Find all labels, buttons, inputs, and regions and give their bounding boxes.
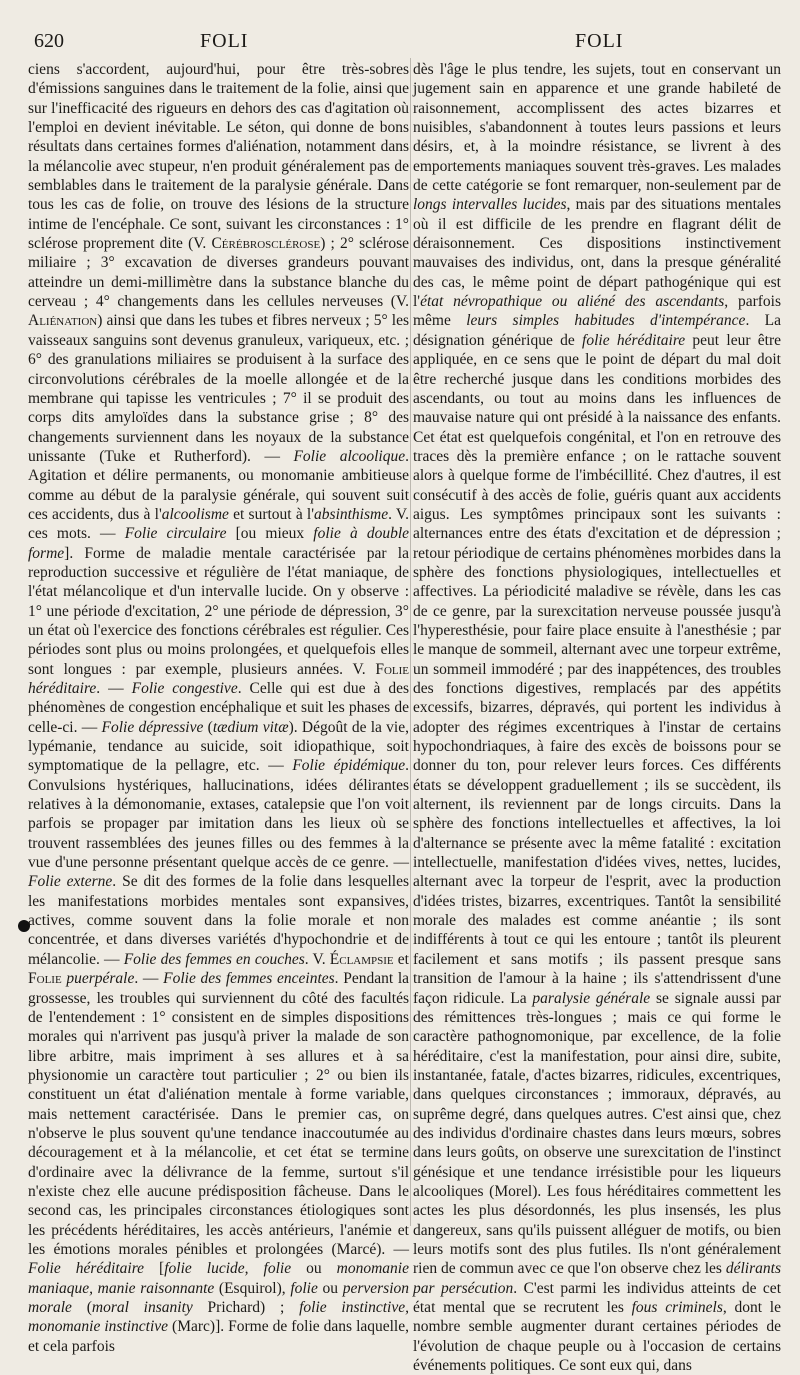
italic-term: Folie dépressive [101, 718, 204, 736]
italic-term: folie lucide, folie [164, 1260, 292, 1278]
cross-reference: Cérébrosclérose [211, 235, 321, 253]
running-head-left: FOLI [200, 30, 249, 52]
text-run: ) ainsi que dans les tubes et fibres nerveux ; 5° les vaisseaux sanguins sont devenus granuleux, variqueux, etc. ; 6° des granulations miliaires se produisent à la surface des circonvolutions cérébrales de la moelle allongée et de la membrane qui tapisse les ventricules ; 7° il se produit des corps dits amyloïdes dans la substance grise ; 8° des changements surviennent dans les noyaux de la substance unissante (Tuke et Rutherford). — [28, 312, 409, 465]
italic-term: moral insanity [91, 1299, 193, 1316]
text-run: , parfois même [413, 293, 781, 330]
italic-term: perversion morale [28, 1279, 409, 1316]
italic-term: monomanie maniaque, manie raisonnante [28, 1260, 409, 1297]
italic-term: folie à double forme [28, 525, 410, 562]
text-run: peut leur être appliquée, en ce sens que le point de départ du mal doit être recherché jusque dans les conditions morbides des ascendants, ou tout au moins dans les influences de mauvaise nature qui ont présidé à la naissance des enfants. Cet état est quelquefois congénital, et l'on en retrouve des traces dès la première enfance ; on le rattache souvent alors à quelque forme de l'imbécillité. Chez d'autres, il est consécutif à des accès de folie, guéris quant aux accidents aigus. Les symptômes principaux sont les suivants : alternances entre des états d'excitation et de dépression ; retour périodique de certains phénomènes morbides dans la sphère des fonctions physiologiques, intellectuelles et affectives. La périodicité maladive se révèle, dans les cas de ce genre, par la surexcitation nerveuse poussée jusqu'à l'hyperesthésie, pour faire place ensuite à l'anesthésie ; par le manque de sommeil, alternant avec une torpeur extrême, un sommeil immodéré ; par des inappétences, des troubles des fonctions digestives, remplacés par des appétits excessifs, bizarres, dépravés, qui portent les individus à adopter des régimes excentriques à l'instar de certains hypochondriaques, à faire des excès de boissons pour se donner du ton, pour relever leurs forces. Ces différents états se développent graduellement ; ils se succèdent, ils alternent, ils reviennent par de longs circuits. Dans la sphère des fonctions intellectuelles et affectives, la loi d'alternance se présente avec la même fatalité : excitation intellectuelle, manifestation d'idées vives, nettes, lucides, alternant avec la torpeur de l'esprit, avec la production d'idées tristes, bizarres, excentriques. Tantôt la sensibilité morale des malades est comme anéantie ; ils sont indifférents à tout ce qui les entoure ; tantôt ils pleurent facilement et sans motifs ; ils passent presque sans transition de l'amour à la haine ; ils s'attendrissent d'une façon ridicule. La [413, 331, 782, 1007]
text-run: ciens s'accordent, aujourd'hui, pour être très-sobres d'émissions sanguines dans le traitement de la folie, ainsi que sur l'inefficacité des rigueurs en dehors des cas d'agitation où l'emploi en devient inévitable. Le séton, qui donne de bons résultats dans certaines formes d'aliénation, notamment dans la mélancolie avec stupeur, n'en produit généralement pas de semblables dans le traitement de la paralysie générale. Dans tous les cas de folie, on trouve des lésions de la structure intime de l'encéphale. Ce sont, suivant les circonstances : 1° sclérose proprement dite (V. [28, 61, 409, 253]
italic-term: Folie des femmes en couches [123, 950, 305, 968]
text-run: . C'est parmi les individus atteints de cet état mental que se recrutent les [413, 1279, 781, 1316]
italic-term: alcoolisme [161, 505, 229, 523]
text-run: . Agitation et délire permanents, ou monomanie ambitieuse comme au début de la paralysie générale, qui souvent suit ces accidents, dus à l' [28, 447, 409, 523]
text-run: (Marc)]. Forme de folie dans laquelle, et cela parfois [28, 1318, 409, 1355]
italic-term: fous criminels [631, 1299, 723, 1316]
text-run: . — [96, 680, 132, 697]
italic-term: Folie des femmes enceintes [163, 970, 335, 988]
italic-term: puerpérale [66, 970, 135, 988]
text-run: . Convulsions hystériques, hallucinations, idées délirantes relatives à la démonomanie, extases, catalepsie que l'on voit parfois se propager par imitation dans les lieux où se trouvent rassemblées des jeunes filles ou des femmes à la vue d'une personne présentant quelque accès de ce genre. — [28, 757, 409, 872]
text-run: ]. Forme de maladie mentale caractérisée par la reproduction successive et régulière de l'état maniaque, de l'état mélancolique et d'un intervalle lucide. On y observe : 1° une période d'excitation, 2° une période de dépression, 3° un état où l'exercice des fonctions cérébrales est régulier. Ces périodes sont plus ou moins prolongées, et quelquefois elles sont longues : par exemple, plusieurs années. V. [28, 544, 409, 678]
italic-term: longs intervalles lucides [413, 196, 567, 214]
italic-term: paralysie générale [532, 989, 651, 1007]
cross-reference: Folie [375, 660, 409, 678]
italic-term: folie héréditaire [582, 331, 686, 349]
italic-term: Folie congestive [131, 680, 238, 697]
text-run: . La désignation générique de [413, 312, 781, 349]
text-run: [ou mieux [226, 525, 314, 543]
cross-reference: Folie [28, 970, 62, 988]
text-run: . V. ces mots. — [28, 505, 409, 543]
text-run: . — [134, 970, 164, 988]
text-run: dès l'âge le plus tendre, les sujets, tout en conservant un jugement sain en apparence et une grande habileté de raisonnement, accomplissent des actes bizarres et nuisibles, s'abandonnent à toutes leurs passions et leurs désirs, et, à la moindre résistance, se livrent à des emportements maniaques souvent très-graves. Les malades de cette catégorie se font remarquer, non-seulement par de [413, 61, 781, 195]
italic-term: folie [290, 1279, 318, 1297]
text-run: . V. [304, 950, 330, 968]
text-run: ( [203, 718, 213, 736]
italic-term: leurs simples habitudes d'intempérance [466, 312, 746, 330]
text-run: ou [317, 1279, 343, 1297]
text-run: . Pendant la grossesse, les troubles qui surviennent du côté des facultés de l'entendement : 1° consistent en de simples dispositions morales qui n'arrivent pas jusqu'à priver la malade de son libre arbitre, mais impriment à ses allures et à sa physionomie un caractère tout particulier ; 2° ou bien ils constituent un état d'aliénation mentale à forme variable, mais nettement caractérisée. Dans le premier cas, on n'observe le plus souvent qu'une tendance inaccoutumée au découragement et à la mélancolie, et cet état se termine d'ordinaire avec la délivrance de la femme, surtout s'il n'existe chez elle aucune prédisposition fâcheuse. Dans le second cas, les principales circonstances étiologiques sont les précédents héréditaires, les accès antérieurs, l'anémie et les émotions morales pénibles et prolongées (Marcé). — [28, 970, 410, 1258]
italic-term: Folie héréditaire [28, 1260, 145, 1278]
text-run: [ [144, 1260, 165, 1278]
text-run: Prichard) ; [192, 1299, 300, 1316]
left-column-text [28, 60, 409, 1356]
left-column [28, 60, 410, 1355]
text-run: . Se dit des formes de la folie dans lesquelles les manifestations morbides mentales sont expansives, actives, comme souvent dans la folie morale et non concentrée, et dans diverses variétés d'hypochondrie et de mélancolie. — [28, 873, 409, 968]
italic-term: Folie épidémique [292, 757, 406, 775]
cross-reference: Éclampsie [329, 950, 394, 968]
text-run: ). Dégoût de la vie, lypémanie, tendance au suicide, soit idiopathique, soit symptomatique de la pellagre, etc. — [28, 718, 409, 775]
italic-term: état névropathique ou aliéné des ascendants [420, 293, 725, 311]
text-run: , dont le nombre semble augmenter durant certaines périodes de l'évolution de chaque peuple ou à l'occasion de certains événements politiques. Ce sont eux qui, dans [413, 1299, 781, 1375]
column-divider [410, 58, 411, 1226]
right-column-text [413, 60, 781, 1375]
right-column [413, 60, 782, 1375]
text-run: et [393, 950, 409, 968]
text-run: ( [71, 1299, 92, 1316]
italic-term: folie instinctive, monomanie instinctive [28, 1299, 409, 1336]
text-run: ou [291, 1260, 337, 1278]
text-run: (Esquirol), [214, 1279, 291, 1297]
text-run: , mais par des situations mentales où il est difficile de les prendre en flagrant délit de déraisonnement. Ces dispositions instinctivement mauvaises des individus, ont, dans la presque généralité des cas, le même point de départ pathogénique qui est l' [413, 196, 781, 311]
page-number: 620 [34, 30, 64, 52]
italic-term: héréditaire [28, 680, 97, 697]
page-header [0, 30, 800, 56]
text-run: . Celle qui est due à des phénomènes de congestion encéphalique et suit les phases de celle-ci. — [28, 680, 410, 736]
italic-term: absinthisme [314, 505, 389, 523]
italic-term: Folie circulaire [124, 525, 227, 543]
italic-term: Folie alcoolique [293, 447, 406, 465]
cross-reference: Aliénation [28, 312, 98, 330]
italic-term: Folie externe [28, 873, 113, 891]
text-run: et surtout à l' [228, 505, 315, 523]
running-head-right: FOLI [575, 30, 624, 52]
text-run: ) ; 2° sclérose miliaire ; 3° excavation de diverses grandeurs pouvant atteindre un demi-millimètre dans la substance blanche du cerveau ; 4° changements dans les cellules nerveuses (V. [28, 235, 409, 311]
italic-term: tædium vitæ [212, 718, 289, 736]
italic-term: délirants par persécution [413, 1260, 781, 1297]
text-run: se signale aussi par des rémittences très-longues ; mais ce qui forme le caractère pathognomonique, par excellence, de la folie héréditaire, c'est la manifestation, pour ainsi dire, subite, instantanée, fatale, d'actes bizarres, ridicules, excentriques, dans quelques circonstances ; immoraux, dépravés, au suprême degré, dans quelques autres. C'est ainsi que, chez des individus d'ordinaire chastes dans leurs mœurs, sobres dans leurs goûts, on observe une surexcitation de l'instinct génésique et une tendance irrésistible pour les liqueurs alcooliques (Morel). Les fous héréditaires commettent les actes les plus désordonnés, les plus insensés, les plus dangereux, sans qu'ils puissent alléguer de motifs, ou bien leurs motifs sont des plus futiles. Ils n'ont généralement rien de commun avec ce que l'on observe chez les [413, 989, 782, 1278]
